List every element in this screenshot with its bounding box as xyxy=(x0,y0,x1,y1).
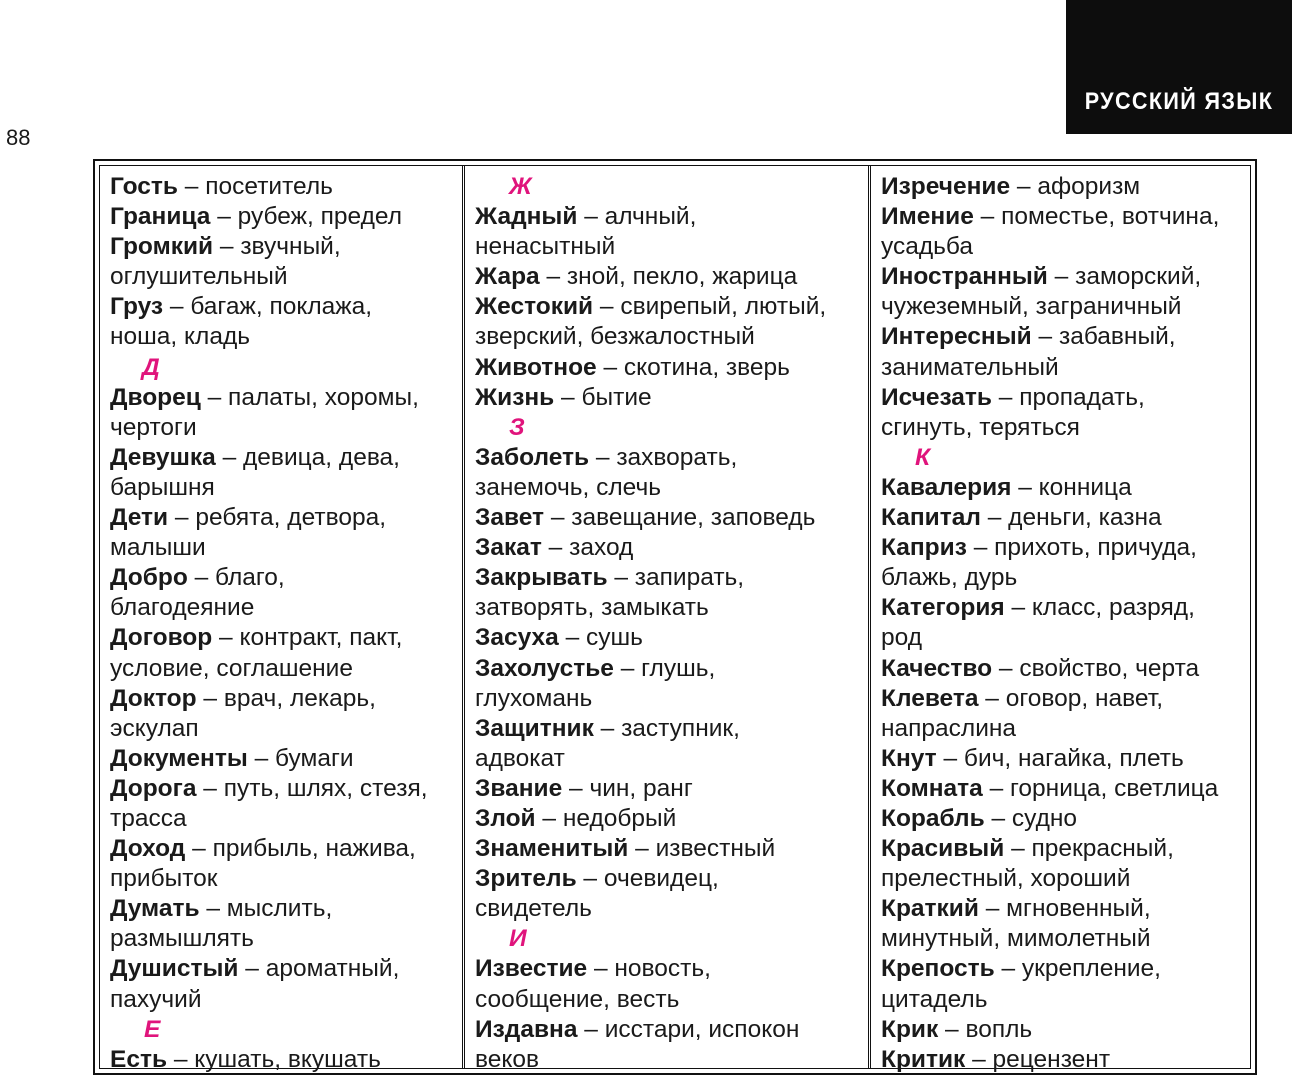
entry-continuation xyxy=(110,985,462,1015)
synonyms: – конница xyxy=(1011,473,1132,501)
entry-line xyxy=(475,533,868,563)
synonyms: – ароматный, xyxy=(238,955,400,983)
headword: Критик xyxy=(881,1045,966,1073)
headword: Знаменитый xyxy=(475,835,629,863)
synonyms: сгинуть, теряться xyxy=(881,413,1080,441)
synonyms: – забавный, xyxy=(1031,323,1176,351)
entry-line xyxy=(110,443,462,473)
synonyms: – путь, шлях, стезя, xyxy=(196,774,428,802)
headword: Категория xyxy=(881,594,1005,622)
synonyms: – скотина, зверь xyxy=(596,353,790,381)
entry-continuation xyxy=(475,684,868,714)
synonyms: – укрепление, xyxy=(994,955,1161,983)
synonyms: эскулап xyxy=(110,714,199,742)
entry-line xyxy=(475,202,868,232)
entry-line xyxy=(110,232,462,262)
headword: Клевета xyxy=(881,684,979,712)
column-2 xyxy=(465,166,871,1073)
synonyms: – бумаги xyxy=(247,744,354,772)
entry-line xyxy=(881,473,1250,503)
synonyms: – поместье, вотчина, xyxy=(973,203,1220,231)
entry-line xyxy=(475,292,868,322)
headword: Животное xyxy=(475,353,597,381)
section-letter xyxy=(475,924,868,954)
entry-continuation xyxy=(881,232,1250,262)
entry-line xyxy=(881,322,1250,352)
entry-line xyxy=(881,383,1250,413)
headword: Издавна xyxy=(475,1015,578,1043)
synonyms: – завещание, заповедь xyxy=(544,504,816,532)
synonyms: напраслина xyxy=(881,714,1017,742)
synonyms: барышня xyxy=(110,473,215,501)
synonyms: – глушь, xyxy=(613,654,716,682)
headword: Закрывать xyxy=(475,564,608,592)
entry-continuation xyxy=(475,322,868,352)
entry-line xyxy=(475,383,868,413)
entry-continuation xyxy=(110,924,462,954)
section-letter-text: К xyxy=(915,443,931,471)
entry-continuation xyxy=(475,744,868,774)
headword: Интересный xyxy=(881,323,1032,351)
synonym-table-inner xyxy=(99,165,1251,1073)
headword: Красивый xyxy=(881,835,1005,863)
synonyms: оглушительный xyxy=(110,263,288,291)
entry-line xyxy=(881,684,1250,714)
synonyms: трасса xyxy=(110,804,187,832)
entry-line xyxy=(475,774,868,804)
headword: Есть xyxy=(110,1045,168,1073)
synonyms: – посетитель xyxy=(178,173,333,200)
entry-line xyxy=(475,654,868,684)
entry-continuation xyxy=(881,623,1250,653)
synonyms: – горница, светлица xyxy=(982,774,1219,802)
entry-line xyxy=(881,774,1250,804)
synonyms: – прекрасный, xyxy=(1004,835,1174,863)
entry-continuation xyxy=(475,894,868,924)
entry-continuation xyxy=(475,473,868,503)
synonyms: глухомань xyxy=(475,684,593,712)
entry-continuation xyxy=(110,322,462,352)
entry-line xyxy=(475,353,868,383)
synonym-table xyxy=(93,159,1257,1075)
synonyms: – мгновенный, xyxy=(978,895,1151,923)
entry-line xyxy=(110,774,462,804)
headword: Комната xyxy=(881,774,983,802)
synonyms: минутный, мимолетный xyxy=(881,925,1151,953)
headword: Груз xyxy=(110,293,164,321)
entry-line xyxy=(110,954,462,984)
section-letter-text: З xyxy=(509,413,525,441)
section-letter-text: Ж xyxy=(509,173,532,200)
headword: Кавалерия xyxy=(881,473,1012,501)
headword: Гость xyxy=(110,173,178,200)
entry-continuation xyxy=(881,563,1250,593)
synonyms: блажь, дурь xyxy=(881,564,1018,592)
headword: Захолустье xyxy=(475,654,614,682)
entry-line xyxy=(881,744,1250,774)
entry-continuation xyxy=(475,1045,868,1075)
synonyms: – девица, дева, xyxy=(215,443,400,471)
entry-line xyxy=(881,804,1250,834)
headword: Завет xyxy=(475,504,545,532)
headword: Девушка xyxy=(110,443,216,471)
section-letter xyxy=(110,353,462,383)
synonyms: затворять, замыкать xyxy=(475,594,709,622)
entry-line xyxy=(110,1045,462,1075)
headword: Крик xyxy=(881,1015,939,1043)
entry-line xyxy=(881,262,1250,292)
entry-line xyxy=(110,623,462,653)
synonyms: веков xyxy=(475,1045,540,1073)
headword: Изречение xyxy=(881,173,1011,200)
headword: Жара xyxy=(475,263,540,291)
synonyms: – афоризм xyxy=(1010,173,1141,200)
headword: Дворец xyxy=(110,383,201,411)
synonyms: – очевидец, xyxy=(576,865,719,893)
entry-continuation xyxy=(110,262,462,292)
synonyms: – захворать, xyxy=(589,443,738,471)
entry-continuation xyxy=(110,533,462,563)
synonyms: – звучный, xyxy=(213,233,341,261)
headword: Качество xyxy=(881,654,993,682)
headword: Жизнь xyxy=(475,383,555,411)
entry-line xyxy=(881,954,1250,984)
synonyms: – пропадать, xyxy=(992,383,1145,411)
synonyms: – кушать, вкушать xyxy=(167,1045,381,1073)
synonyms: – оговор, навет, xyxy=(978,684,1164,712)
section-letter xyxy=(475,413,868,443)
column-3 xyxy=(871,166,1250,1073)
entry-continuation xyxy=(881,924,1250,954)
synonyms: цитадель xyxy=(881,985,988,1013)
entry-line xyxy=(881,202,1250,232)
synonyms: ненасытный xyxy=(475,233,616,261)
synonyms: – свирепый, лютый, xyxy=(593,293,827,321)
synonyms: – новость, xyxy=(587,955,711,983)
synonyms: – заход xyxy=(541,534,634,562)
headword: Звание xyxy=(475,774,563,802)
headword: Доход xyxy=(110,835,186,863)
entry-continuation xyxy=(881,985,1250,1015)
header-title: РУССКИЙ ЯЗЫК xyxy=(1084,88,1274,115)
synonyms: – бытие xyxy=(554,383,652,411)
synonyms: малыши xyxy=(110,534,206,562)
headword: Зритель xyxy=(475,865,577,893)
synonyms: чертоги xyxy=(110,413,197,441)
synonyms: – контракт, пакт, xyxy=(212,624,403,652)
synonyms: свидетель xyxy=(475,895,592,923)
headword: Душистый xyxy=(110,955,239,983)
synonyms: – врач, лекарь, xyxy=(196,684,376,712)
entry-continuation xyxy=(881,292,1250,322)
entry-line xyxy=(475,1015,868,1045)
entry-line xyxy=(110,503,462,533)
synonyms: занемочь, слечь xyxy=(475,473,661,501)
column-1 xyxy=(100,166,465,1073)
entry-line xyxy=(881,894,1250,924)
synonyms: – палаты, хоромы, xyxy=(200,383,419,411)
synonyms: – свойство, черта xyxy=(992,654,1200,682)
headword: Жестокий xyxy=(475,293,594,321)
section-letter xyxy=(881,443,1250,473)
headword: Договор xyxy=(110,624,213,652)
synonyms: – известный xyxy=(628,835,776,863)
entry-continuation xyxy=(110,413,462,443)
entry-line xyxy=(475,503,868,533)
headword: Доктор xyxy=(110,684,197,712)
synonyms: – класс, разряд, xyxy=(1004,594,1195,622)
entry-line xyxy=(110,684,462,714)
synonyms: пахучий xyxy=(110,985,202,1013)
synonyms: чужеземный, заграничный xyxy=(881,293,1182,321)
synonyms: – мыслить, xyxy=(199,895,333,923)
synonyms: сообщение, весть xyxy=(475,985,680,1013)
entry-continuation xyxy=(475,593,868,623)
header-banner xyxy=(1066,0,1292,134)
synonyms: – запирать, xyxy=(607,564,745,592)
synonyms: – алчный, xyxy=(577,203,697,231)
headword: Громкий xyxy=(110,233,214,261)
synonyms: – благо, xyxy=(187,564,285,592)
entry-line xyxy=(475,443,868,473)
headword: Исчезать xyxy=(881,383,992,411)
synonyms: прибыток xyxy=(110,865,218,893)
section-letter-text: И xyxy=(509,925,527,953)
entry-continuation xyxy=(881,714,1250,744)
section-letter xyxy=(475,172,868,202)
entry-line xyxy=(475,563,868,593)
headword: Дети xyxy=(110,504,169,532)
headword: Защитник xyxy=(475,714,594,742)
headword: Капитал xyxy=(881,504,981,532)
synonyms: благодеяние xyxy=(110,594,255,622)
entry-line xyxy=(475,262,868,292)
headword: Засуха xyxy=(475,624,559,652)
synonyms: – рубеж, предел xyxy=(210,203,403,231)
synonyms: – заступник, xyxy=(593,714,740,742)
entry-continuation xyxy=(881,413,1250,443)
headword: Известие xyxy=(475,955,588,983)
entry-line xyxy=(110,172,462,202)
entry-line xyxy=(110,383,462,413)
entry-continuation xyxy=(475,232,868,262)
headword: Добро xyxy=(110,564,188,592)
headword: Граница xyxy=(110,203,211,231)
section-letter xyxy=(110,1015,462,1045)
entry-line xyxy=(475,864,868,894)
entry-line xyxy=(475,954,868,984)
headword: Краткий xyxy=(881,895,979,923)
synonyms: условие, соглашение xyxy=(110,654,353,682)
headword: Думать xyxy=(110,895,200,923)
synonyms: – ребята, детвора, xyxy=(168,504,387,532)
headword: Имение xyxy=(881,203,974,231)
synonyms: адвокат xyxy=(475,744,565,772)
entry-line xyxy=(881,834,1250,864)
synonyms: – рецензент xyxy=(965,1045,1111,1073)
headword: Корабль xyxy=(881,804,985,832)
synonyms: – исстари, испокон xyxy=(577,1015,800,1043)
entry-continuation xyxy=(110,473,462,503)
synonyms: – вопль xyxy=(938,1015,1033,1043)
headword: Жадный xyxy=(475,203,578,231)
entry-continuation xyxy=(110,714,462,744)
entry-line xyxy=(881,503,1250,533)
entry-line xyxy=(475,623,868,653)
synonyms: прелестный, хороший xyxy=(881,865,1131,893)
entry-line xyxy=(110,744,462,774)
synonyms: – прибыль, нажива, xyxy=(185,835,416,863)
synonyms: зверский, безжалостный xyxy=(475,323,755,351)
entry-line xyxy=(110,834,462,864)
headword: Злой xyxy=(475,804,536,832)
synonyms: ноша, кладь xyxy=(110,323,251,351)
synonyms: – багаж, поклажа, xyxy=(163,293,373,321)
entry-line xyxy=(475,804,868,834)
headword: Каприз xyxy=(881,534,967,562)
synonyms: – заморский, xyxy=(1047,263,1202,291)
headword: Закат xyxy=(475,534,542,562)
synonyms: род xyxy=(881,624,923,652)
headword: Крепость xyxy=(881,955,995,983)
entry-line xyxy=(110,292,462,322)
entry-continuation xyxy=(110,864,462,894)
entry-line xyxy=(881,593,1250,623)
entry-continuation xyxy=(110,593,462,623)
synonyms: размышлять xyxy=(110,925,254,953)
synonyms: – сушь xyxy=(558,624,643,652)
entry-continuation xyxy=(110,654,462,684)
headword: Кнут xyxy=(881,744,937,772)
headword: Документы xyxy=(110,744,248,772)
entry-line xyxy=(881,172,1250,202)
headword: Заболеть xyxy=(475,443,590,471)
synonyms: – деньги, казна xyxy=(980,504,1162,532)
entry-line xyxy=(881,533,1250,563)
synonyms: занимательный xyxy=(881,353,1059,381)
synonyms: усадьба xyxy=(881,233,974,261)
entry-line xyxy=(110,563,462,593)
synonyms: – зной, пекло, жарица xyxy=(539,263,798,291)
entry-continuation xyxy=(110,804,462,834)
entry-line xyxy=(110,894,462,924)
entry-line xyxy=(110,202,462,232)
synonyms: – прихоть, причуда, xyxy=(966,534,1197,562)
entry-line xyxy=(881,654,1250,684)
headword: Иностранный xyxy=(881,263,1048,291)
entry-continuation xyxy=(881,864,1250,894)
synonyms: – недобрый xyxy=(535,804,677,832)
entry-continuation xyxy=(881,353,1250,383)
synonyms: – судно xyxy=(984,804,1078,832)
synonyms: – бич, нагайка, плеть xyxy=(936,744,1184,772)
entry-line xyxy=(475,714,868,744)
section-letter-text: Е xyxy=(144,1015,161,1043)
entry-line xyxy=(881,1045,1250,1075)
page-number: 88 xyxy=(6,125,31,150)
headword: Дорога xyxy=(110,774,197,802)
section-letter-text: Д xyxy=(142,353,160,381)
synonyms: – чин, ранг xyxy=(562,774,693,802)
entry-line xyxy=(881,1015,1250,1045)
entry-continuation xyxy=(475,985,868,1015)
entry-line xyxy=(475,834,868,864)
